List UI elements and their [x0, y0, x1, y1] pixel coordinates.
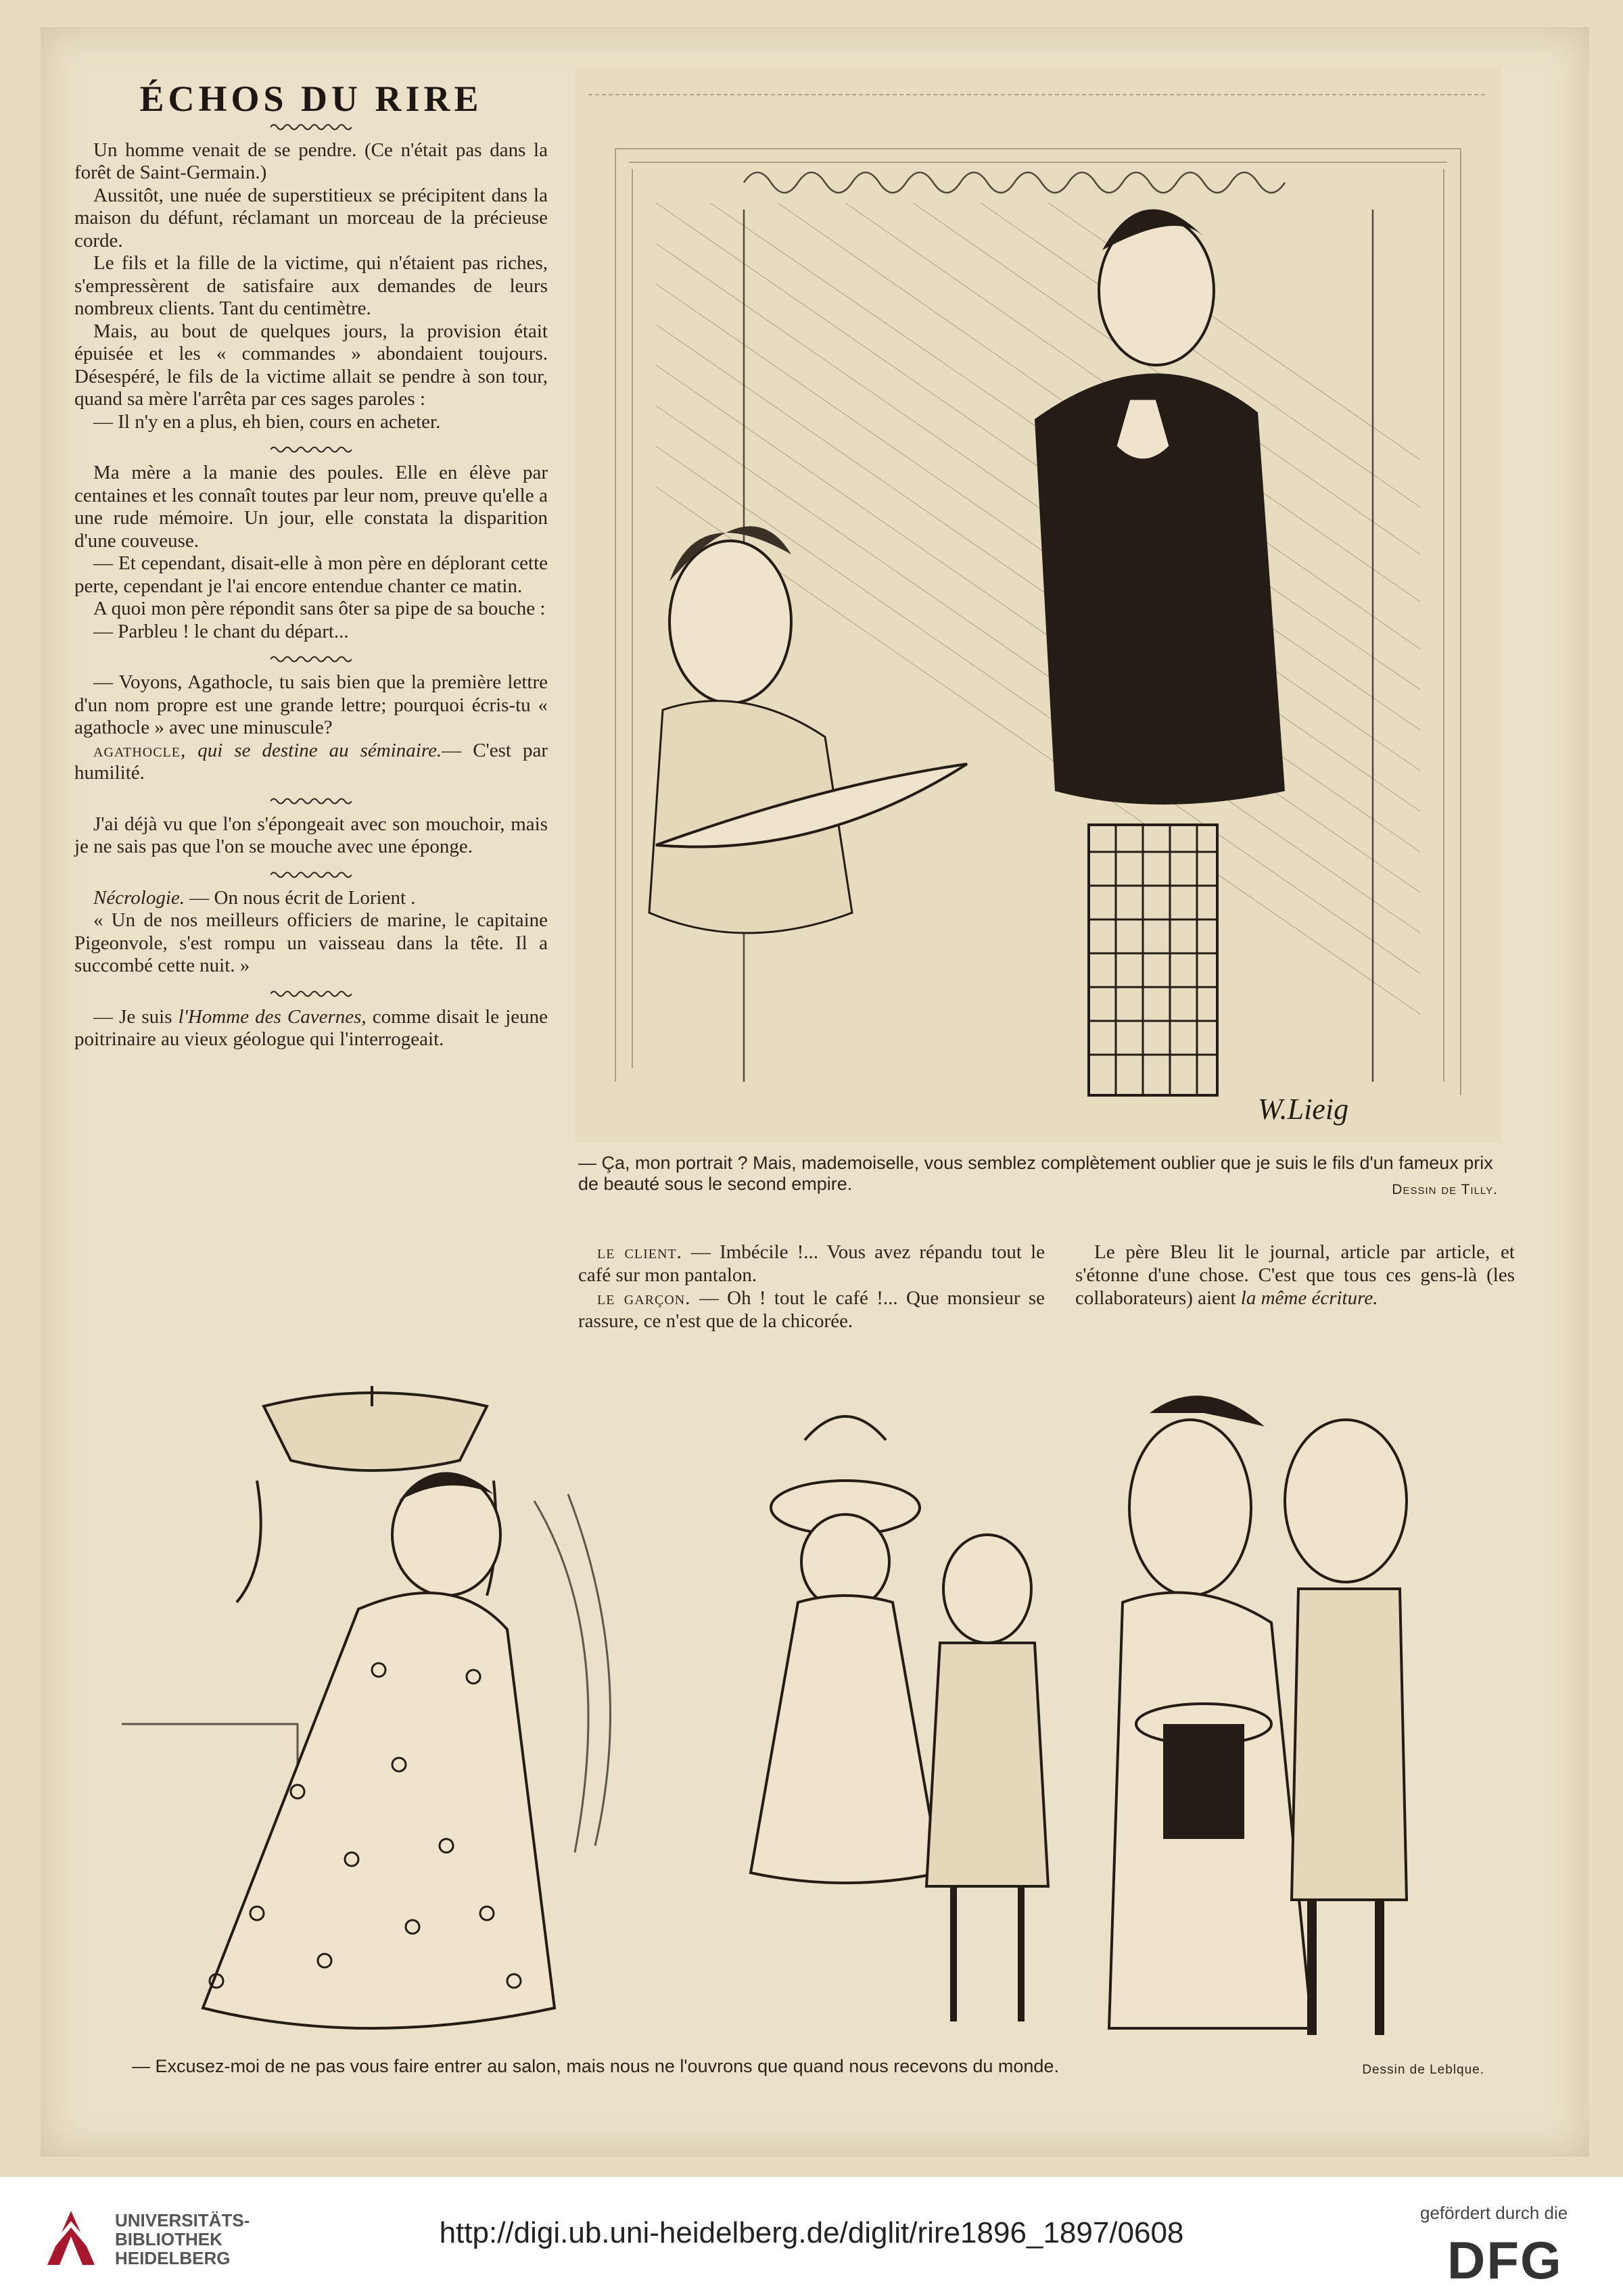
story-hanged-p5: — Il n'y en a plus, eh bien, cours en acheter.: [93, 410, 441, 433]
speaker-client: le client.: [597, 1241, 682, 1263]
joke-pere-bleu: [1075, 1241, 1515, 1310]
ornament-divider: [74, 982, 548, 997]
speaker-waiter: le garçon.: [597, 1287, 691, 1309]
bleu-text: Le père Bleu lit le journal, article par article, et s'étonne d'une chose. C'est que tous ces gens-là (les collaborateurs) aient: [1075, 1241, 1515, 1309]
client-line: [578, 1241, 1045, 1287]
artist-signature: W.Lieig: [1258, 1093, 1349, 1126]
dfg-logo: DFG: [1447, 2230, 1563, 2290]
story-hanged-p2: Aussitôt, une nuée de superstitieux se précipitent dans la maison du défunt, réclamant un morceau de la précieuse corde.: [74, 184, 548, 252]
ornament-divider: [74, 863, 548, 878]
library-line-1: UNIVERSITÄTS-: [115, 2210, 250, 2230]
digitization-footer: [0, 2177, 1623, 2296]
story-necrologie-p1: [74, 887, 548, 910]
bleu-line: [1075, 1241, 1515, 1310]
story-cavernes: [74, 1006, 548, 1051]
caption-text: — Excusez-moi de ne pas vous faire entrer au salon, mais nous ne l'ouvrons que quand nous recevons du monde.: [132, 2056, 1059, 2076]
necrologie-intro: — On nous écrit de Lorient .: [189, 886, 416, 909]
illustration-credit: Dessin de Leblque.: [1362, 2063, 1484, 2077]
story-hens-p4: — Parbleu ! le chant du départ...: [93, 620, 349, 642]
ornament-divider: [74, 647, 548, 662]
cavernes-b: comme disait le jeune poitrinaire au vieux géologue qui l'interrogeait.: [74, 1005, 548, 1050]
page-title: ÉCHOS DU RIRE: [139, 78, 483, 119]
speaker-name: agathocle,: [93, 739, 187, 761]
bottom-illustration-caption: [132, 2055, 1484, 2081]
ornament-divider: [74, 789, 548, 804]
permalink-url[interactable]: http://digi.ub.uni-heidelberg.de/diglit/rire1896_1897/0608: [439, 2216, 1184, 2249]
library-line-2: BIBLIOTHEK: [115, 2229, 222, 2249]
section-label: Nécrologie.: [93, 886, 185, 909]
joke-client-waiter: [578, 1241, 1045, 1333]
cavernes-title: l'Homme des Cavernes,: [178, 1005, 367, 1028]
reply-text: — C'est par humilité.: [74, 739, 548, 784]
cavernes-a: — Je suis: [93, 1005, 172, 1028]
stage-direction: qui se destine au séminaire.: [197, 739, 442, 761]
story-hens-p1: Ma mère a la manie des poules. Elle en élève par centaines et les connaît toutes par leur nom, preuve qu'elle a une rude mémoire. Un jour, elle constata la disparition d'une couveuse.: [74, 462, 548, 552]
illustration-credit: Dessin de Tilly.: [1392, 1182, 1498, 1197]
story-sponge: J'ai déjà vu que l'on s'épongeait avec son mouchoir, mais je ne sais pas que l'on se mouche avec une éponge.: [74, 813, 548, 857]
bleu-emphasis: la même écriture.: [1240, 1287, 1378, 1309]
waiter-text: — Oh ! tout le café !... Que monsieur se rassure, ce n'est que de la chicorée.: [578, 1287, 1045, 1332]
funding-label: gefördert durch die: [1420, 2203, 1568, 2223]
story-hanged-p3: Le fils et la fille de la victime, qui n'étaient pas riches, s'empressèrent de satisfaire aux demandes de leurs nombreux clients. Tant du centimètre.: [74, 252, 548, 319]
echos-column: [74, 74, 548, 1051]
story-necrologie-p2: « Un de nos meilleurs officiers de marine, le capitaine Pigeonvole, s'est rompu un vaisseau dans la tête. Il a succombé cette nuit. »: [74, 909, 548, 976]
library-line-3: HEIDELBERG: [115, 2248, 231, 2268]
story-hanged-p1: Un homme venait de se pendre. (Ce n'était pas dans la forêt de Saint-Germain.): [74, 139, 548, 183]
story-hens-p3: A quoi mon père répondit sans ôter sa pipe de sa bouche :: [93, 598, 546, 619]
story-hens-p2: — Et cependant, disait-elle à mon père en déplorant cette perte, cependant je l'ai encore entendue chanter ce matin.: [74, 552, 548, 597]
story-agathocle-p1: — Voyons, Agathocle, tu sais bien que la première lettre d'un nom propre est une grande lettre; pourquoi écris-tu « agathocle » avec une minuscule?: [74, 671, 548, 738]
client-text: — Imbécile !... Vous avez répandu tout le café sur mon pantalon.: [578, 1241, 1045, 1286]
top-illustration-caption: [578, 1153, 1498, 1200]
salon-illustration: [95, 1386, 1508, 2055]
caption-text: — Ça, mon portrait ? Mais, mademoiselle, vous semblez complètement oublier que je suis le fils d'un fameux prix de beauté sous le second empire.: [578, 1153, 1493, 1194]
portrait-illustration: [575, 68, 1501, 1143]
story-agathocle-p2: [74, 740, 548, 785]
ornament-divider: [74, 437, 548, 452]
story-hanged-p4: Mais, au bout de quelques jours, la provision était épuisée et les « commandes » abondaient toujours. Désespéré, le fils de la victime allait se pendre à son tour, quand sa mère l'arrêta par ces sages paroles :: [74, 320, 548, 410]
waiter-line: [578, 1287, 1045, 1333]
